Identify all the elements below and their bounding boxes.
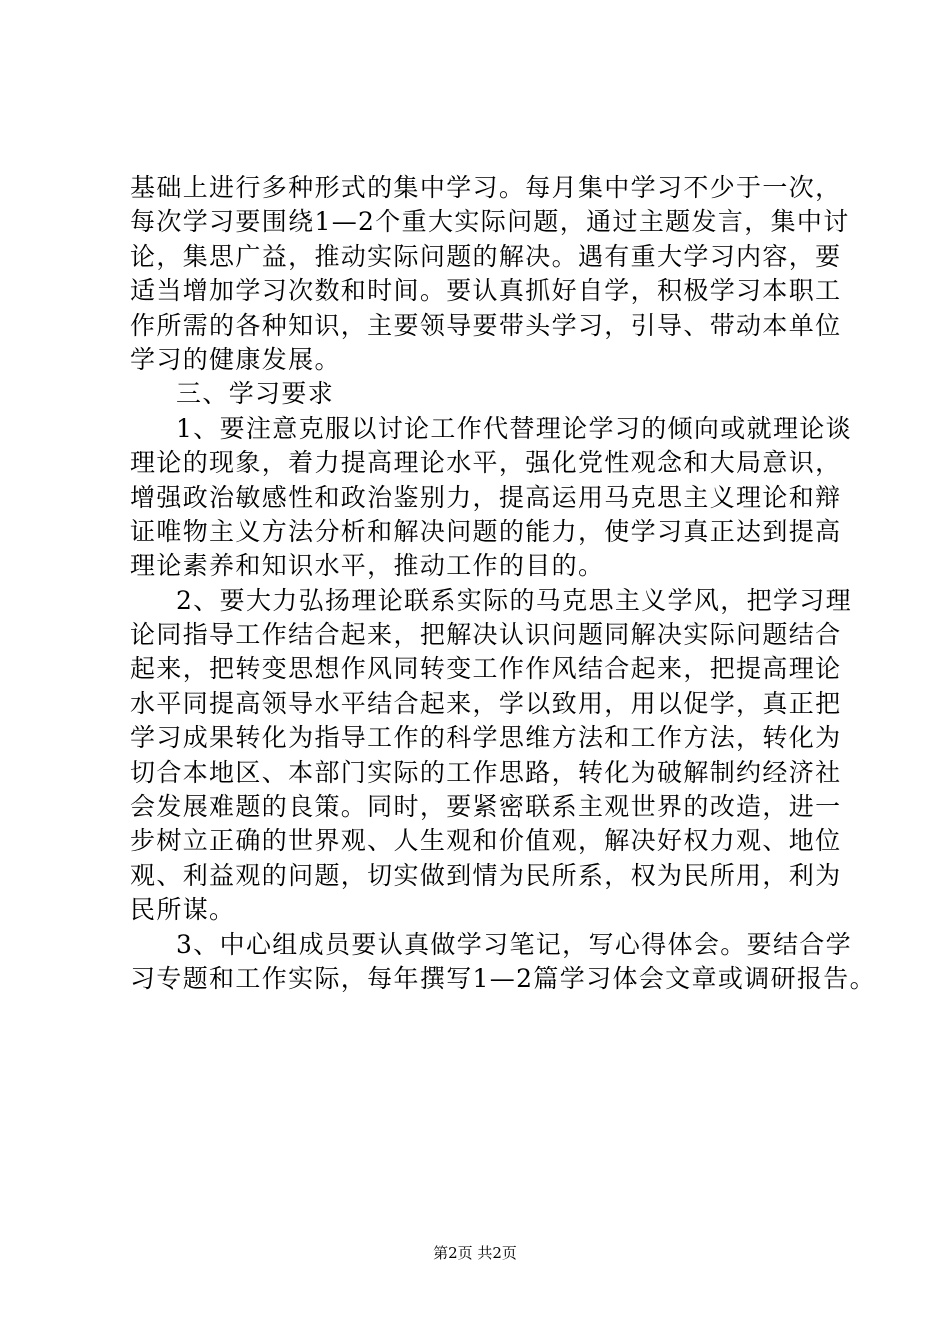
text-line: 证唯物主义方法分析和解决问题的能力，使学习真正达到提高 [130,516,842,546]
text-line: 3、中心组成员要认真做学习笔记，写心得体会。要结合学 [176,929,853,959]
text-line: 论，集思广益，推动实际问题的解决。遇有重大学习内容，要 [130,241,842,271]
text-line: 步树立正确的世界观、人生观和价值观，解决好权力观、地位 [130,826,842,856]
text-line: 1、要注意克服以讨论工作代替理论学习的倾向或就理论谈 [176,413,853,443]
text-line: 理论素养和知识水平，推动工作的目的。 [130,551,605,581]
text-line: 三、学习要求 [176,379,335,409]
text-line: 2、要大力弘扬理论联系实际的马克思主义学风，把学习理 [176,585,853,615]
text-line: 作所需的各种知识，主要领导要带头学习，引导、带动本单位 [130,310,842,340]
text-line: 切合本地区、本部门实际的工作思路，转化为破解制约经济社 [130,757,842,787]
text-line: 适当增加学习次数和时间。要认真抓好自学，积极学习本职工 [130,276,842,306]
document-body [130,171,876,996]
page-footer: 第2页 共2页 [433,1244,517,1262]
text-line: 学习的健康发展。 [130,344,341,374]
text-line: 增强政治敏感性和政治鉴别力，提高运用马克思主义理论和辩 [130,482,842,512]
text-line: 基础上进行多种形式的集中学习。每月集中学习不少于一次， [130,173,842,202]
text-line: 理论的现象，着力提高理论水平，强化党性观念和大局意识， [130,448,842,478]
text-line: 起来，把转变思想作风同转变工作作风结合起来，把提高理论 [130,654,842,684]
text-line: 会发展难题的良策。同时，要紧密联系主观世界的改造，进一 [130,792,842,822]
text-line: 学习成果转化为指导工作的科学思维方法和工作方法，转化为 [130,723,842,753]
text-line: 水平同提高领导水平结合起来，学以致用，用以促学，真正把 [130,688,842,718]
text-line: 习专题和工作实际，每年撰写1—2篇学习体会文章或调研报告。 [130,963,876,993]
text-line: 民所谋。 [130,895,236,925]
text-line: 观、利益观的问题，切实做到情为民所系，权为民所用，利为 [130,860,842,890]
text-line: 每次学习要围绕1—2个重大实际问题，通过主题发言，集中讨 [130,207,850,237]
text-line: 论同指导工作结合起来，把解决认识问题同解决实际问题结合 [130,620,842,650]
